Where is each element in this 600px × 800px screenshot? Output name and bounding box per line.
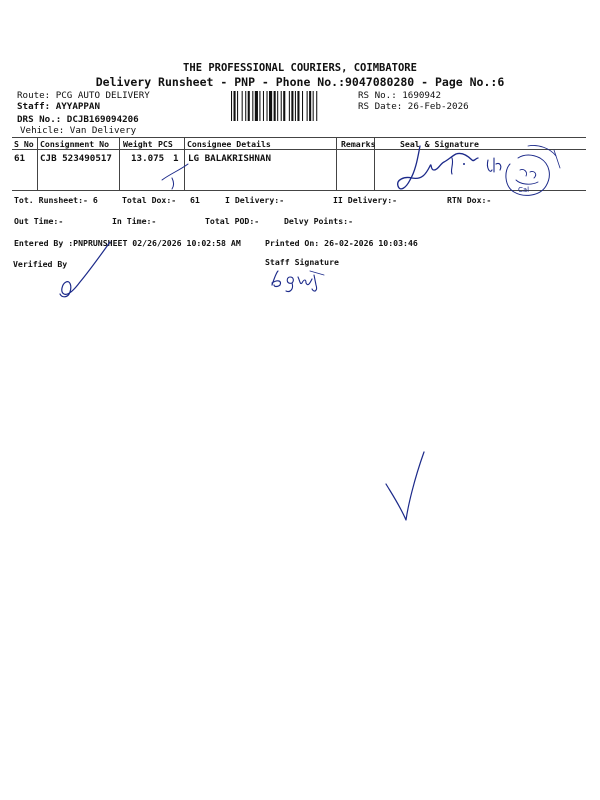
table-col-divider [119, 137, 120, 190]
route-info: Route: PCG AUTO DELIVERY [17, 90, 150, 101]
pcs-tick-mark [160, 160, 200, 190]
barcode-bar [231, 91, 232, 121]
barcode-bar [263, 91, 264, 121]
barcode-bar [307, 91, 308, 121]
verifier-signature [50, 240, 120, 300]
barcode-bar [277, 91, 278, 121]
barcode-bar [242, 91, 243, 121]
staff-signature-label: Staff Signature [265, 257, 339, 267]
barcode-bar [313, 91, 314, 121]
barcode-bar [267, 91, 268, 121]
seal-stamp-text: Cal [518, 186, 530, 194]
table-col-divider [336, 137, 337, 190]
out-time: Out Time:- [14, 216, 64, 226]
in-time: In Time:- [112, 216, 157, 226]
barcode-bar [283, 91, 285, 121]
total-pod: Total POD:- [205, 216, 260, 226]
barcode-bar [316, 91, 317, 121]
barcode-image [231, 91, 355, 121]
delvy-points: Delvy Points:- [284, 216, 354, 226]
drs-number: DRS No.: DCJB169094206 [17, 114, 139, 125]
barcode-bar [255, 91, 258, 121]
ii-delivery: II Delivery:- [333, 195, 398, 205]
col-header-seal-signature: Seal & Signature [400, 139, 479, 149]
tot-runsheet: Tot. Runsheet:- 6 [14, 195, 98, 205]
barcode-bar [274, 91, 276, 121]
barcode-bar [295, 91, 296, 121]
staff-info: Staff: AYYAPPAN [17, 101, 100, 112]
rtn-dox: RTN Dox:- [447, 195, 492, 205]
table-top-rule [12, 137, 586, 138]
row-consignment-no: CJB 523490517 [40, 153, 112, 164]
barcode-bar [309, 91, 311, 121]
barcode-bar [237, 91, 238, 121]
barcode-bar [297, 91, 299, 121]
total-dox-value: 61 [190, 195, 200, 205]
col-header-remarks: Remarks [341, 139, 376, 149]
barcode-bar [252, 91, 253, 121]
total-dox-label: Total Dox:- [122, 195, 177, 205]
barcode-bar [234, 91, 236, 121]
barcode-bar [302, 91, 303, 121]
barcode-bar [245, 91, 246, 121]
table-col-divider [37, 137, 38, 190]
row-consignee: LG BALAKRISHNAN [188, 153, 271, 164]
barcode-bar [289, 91, 290, 121]
col-header-pcs: PCS [158, 139, 173, 149]
col-header-consignment: Consignment No [40, 139, 110, 149]
entered-by: Entered By :PNPRUNSHEET 02/26/2026 10:02:58 AM [14, 238, 241, 248]
barcode-bar [269, 91, 272, 121]
rs-number: RS No.: 1690942 [358, 90, 441, 101]
barcode-bar [281, 91, 282, 121]
receiver-signature [392, 140, 492, 200]
verified-by-label: Verified By [13, 259, 68, 269]
runsheet-subtitle: Delivery Runsheet - PNP - Phone No.:9047080280 - Page No.:6 [95, 75, 505, 89]
col-header-consignee: Consignee Details [187, 139, 271, 149]
barcode-bar [248, 91, 250, 121]
row-sno: 61 [14, 153, 26, 164]
row-weight: 13.075 [131, 153, 165, 164]
staff-signature [268, 265, 338, 295]
printed-on: Printed On: 26-02-2026 10:03:46 [265, 238, 418, 248]
row-pcs: 1 [173, 153, 179, 164]
barcode-bar [291, 91, 293, 121]
seal-stamp [480, 140, 570, 205]
large-check-mark [380, 450, 430, 525]
barcode-bar [259, 91, 260, 121]
company-title: THE PROFESSIONAL COURIERS, COIMBATORE [183, 62, 417, 74]
i-delivery: I Delivery:- [225, 195, 285, 205]
vehicle-info: Vehicle: Van Delivery [20, 125, 137, 136]
col-header-weight: Weight [123, 139, 153, 149]
rs-date: RS Date: 26-Feb-2026 [358, 101, 469, 112]
col-header-sno: S No [14, 139, 34, 149]
